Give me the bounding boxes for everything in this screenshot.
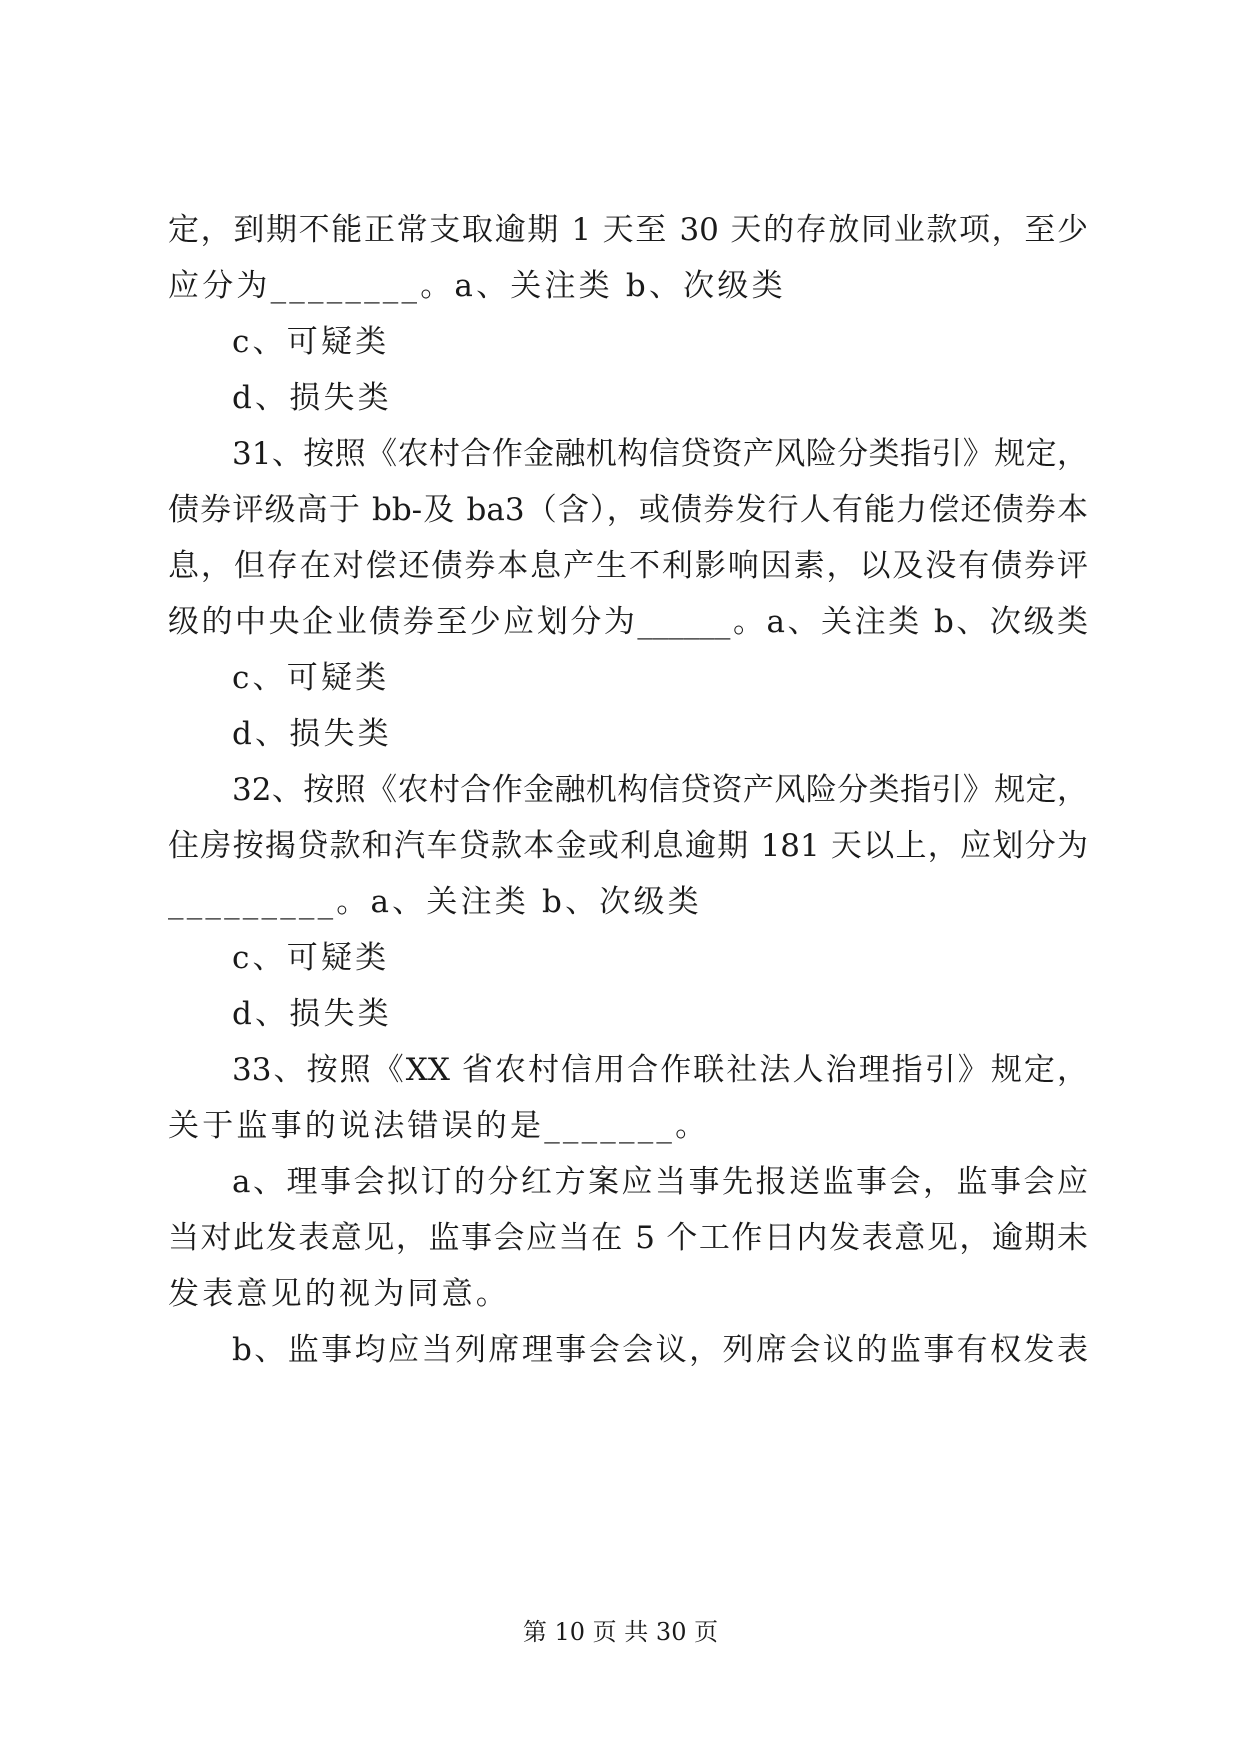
question-32: 32、按照《农村合作金融机构信贷资产风险分类指引》规定， (232, 772, 1088, 808)
question-33: 33、按照《XX 省农村信用合作联社法人治理指引》规定， (232, 1052, 1088, 1088)
text-line: 息，但存在对偿还债券本息产生不利影响因素，以及没有债券评 (168, 548, 1088, 584)
option-line: c、可疑类 (232, 660, 390, 696)
option-line: d、损失类 (232, 716, 392, 752)
text-line: 债券评级高于 bb-及 ba3（含），或债券发行人有能力偿还债券本 (168, 492, 1088, 528)
text-line: _________。a、关注类 b、次级类 (168, 884, 702, 920)
text-line: 应分为________。a、关注类 b、次级类 (168, 268, 786, 304)
option-line: d、损失类 (232, 380, 392, 416)
option-line: d、损失类 (232, 996, 392, 1032)
option-line: c、可疑类 (232, 940, 390, 976)
option-line: a、理事会拟订的分红方案应当事先报送监事会，监事会应 (232, 1164, 1088, 1200)
text-line: 当对此发表意见，监事会应当在 5 个工作日内发表意见，逾期未 (168, 1220, 1088, 1256)
text-line: 住房按揭贷款和汽车贷款本金或利息逾期 181 天以上，应划分为 (168, 828, 1088, 864)
option-line: b、监事均应当列席理事会会议，列席会议的监事有权发表 (232, 1332, 1088, 1368)
text-line: 关于监事的说法错误的是_______。 (168, 1108, 710, 1144)
text-line: 定，到期不能正常支取逾期 1 天至 30 天的存放同业款项，至少 (168, 212, 1088, 248)
question-31: 31、按照《农村合作金融机构信贷资产风险分类指引》规定， (232, 436, 1088, 472)
text-line: 发表意见的视为同意。 (168, 1276, 510, 1312)
text-line: 级的中央企业债券至少应划分为______。a、关注类 b、次级类 (168, 604, 1088, 640)
page-footer: 第 10 页 共 30 页 (522, 1618, 719, 1646)
option-line: c、可疑类 (232, 324, 390, 360)
